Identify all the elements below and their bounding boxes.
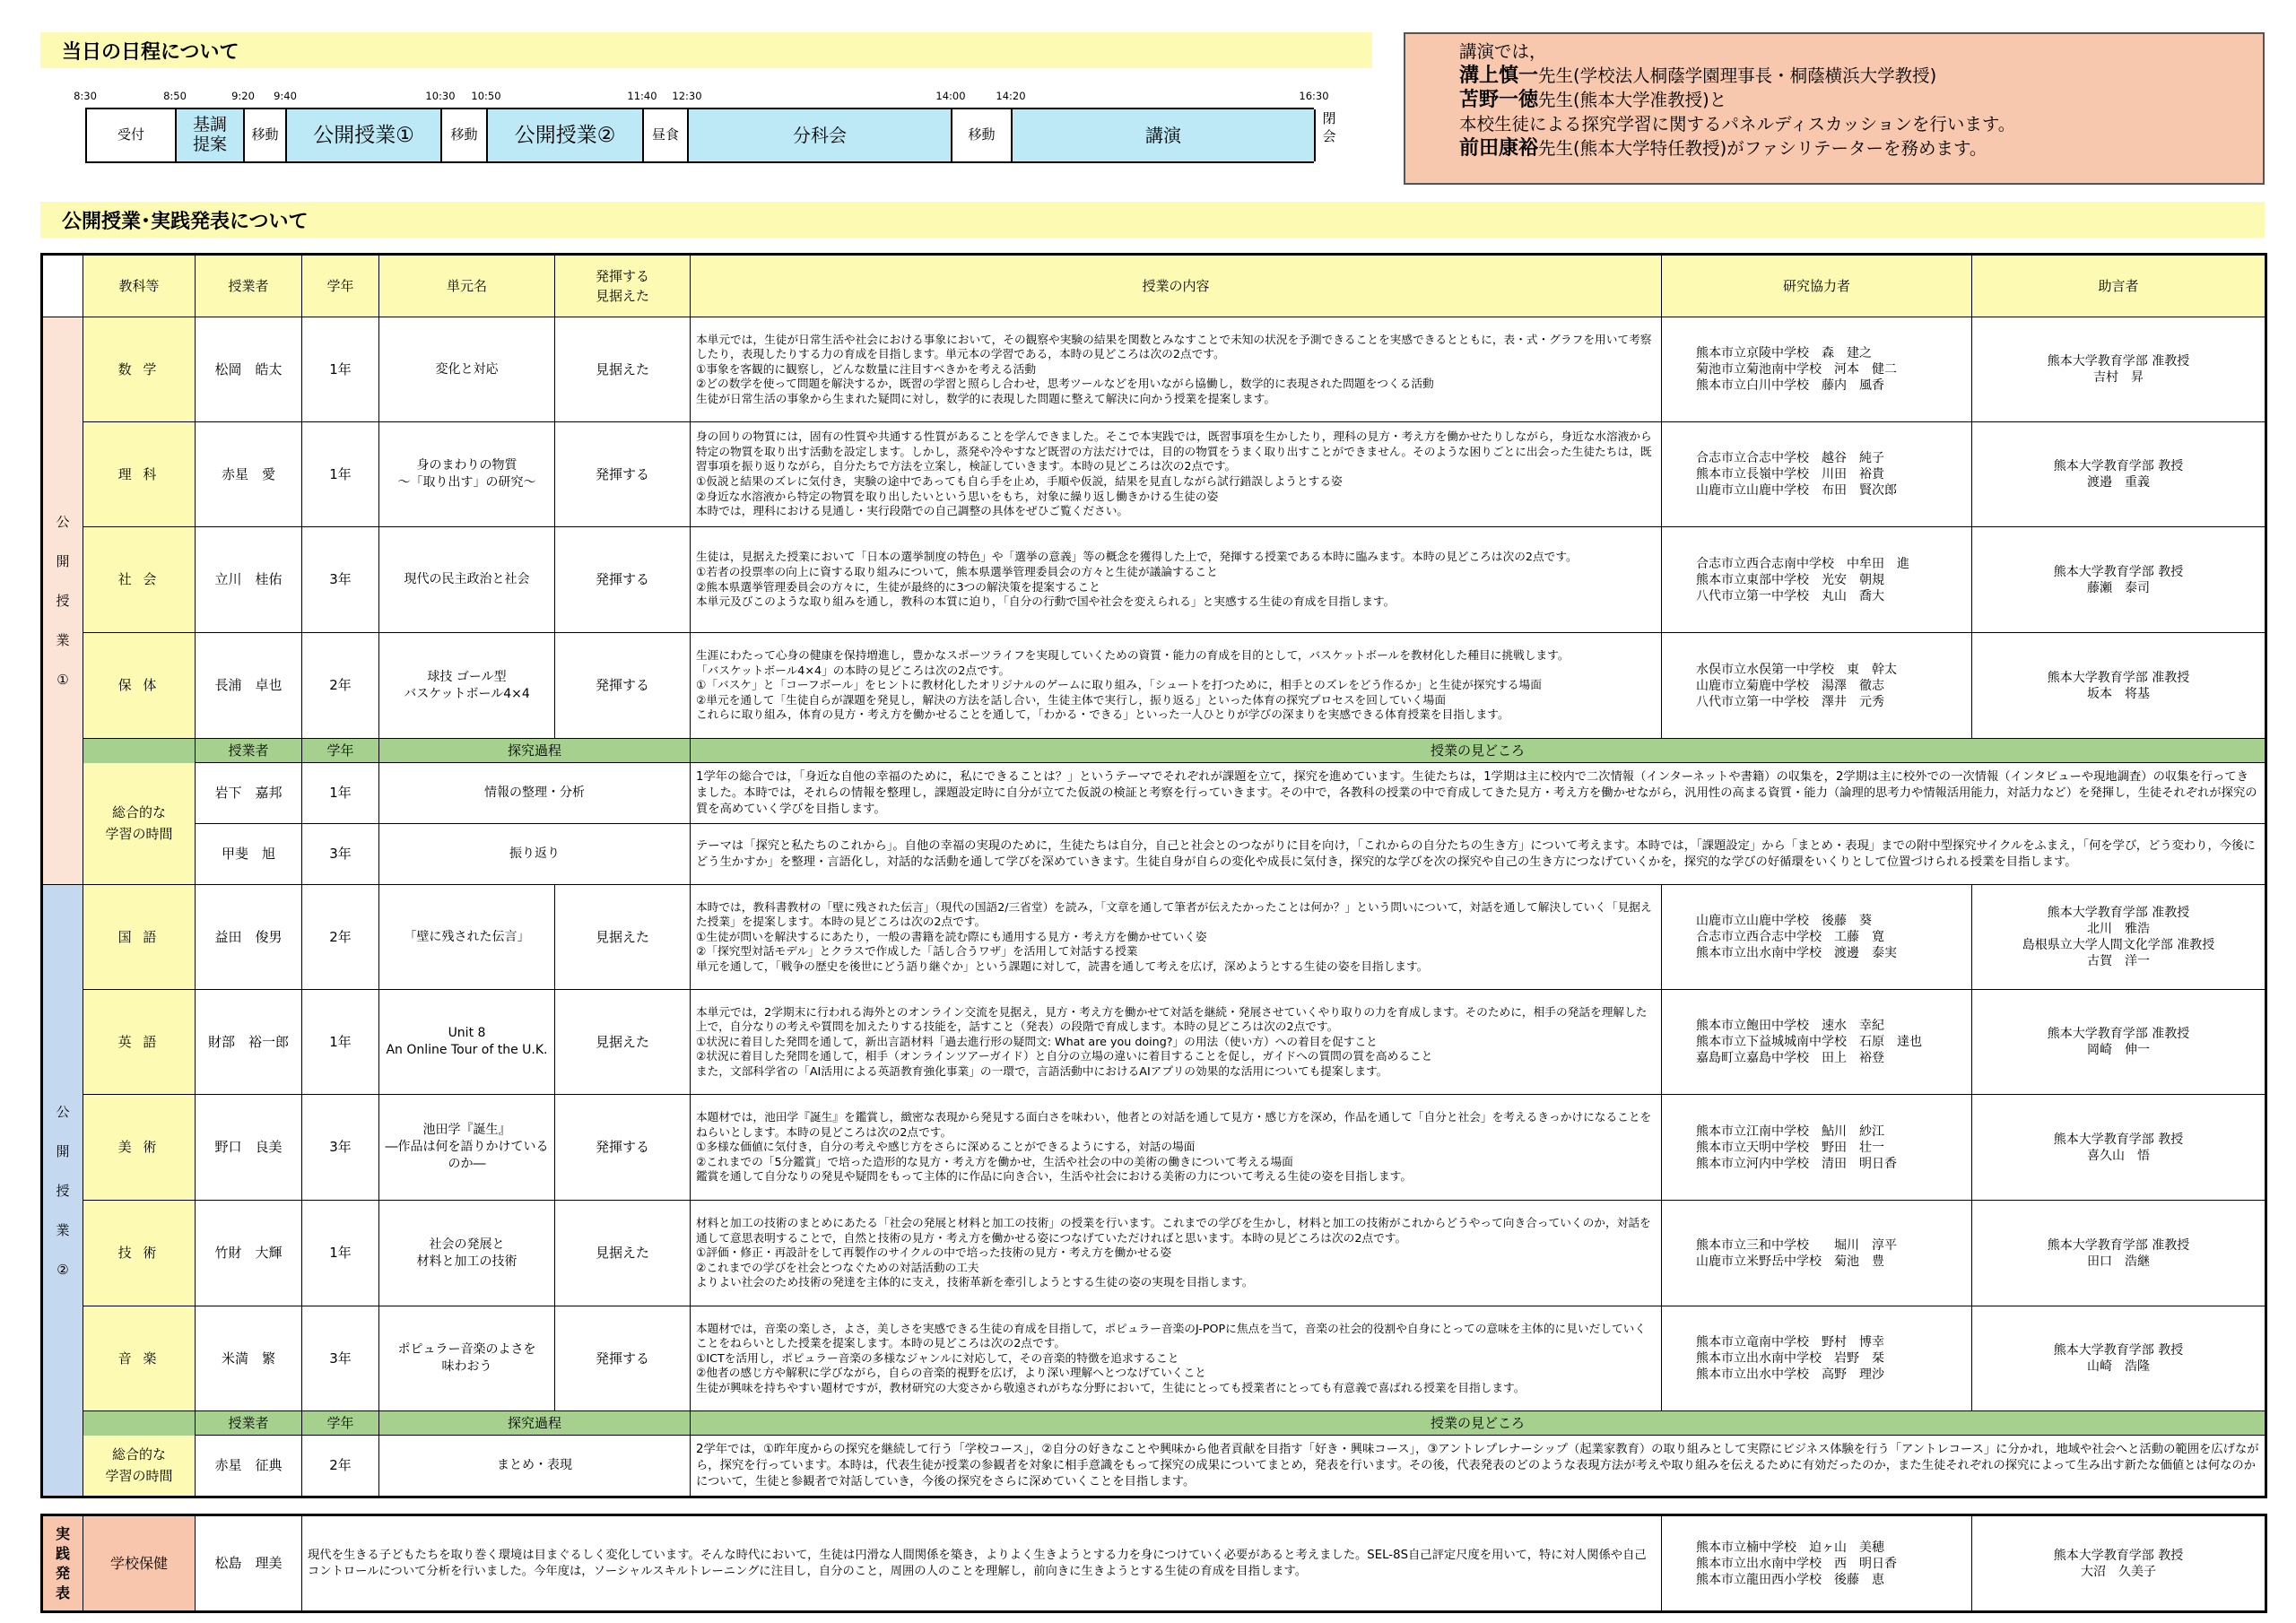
highlight-cell: テーマは「探究と私たちのこれから」。自他の幸福の実現のために，生徒たちは自分，自己と社会とのつながりに目を向け，「これからの自分たちの生き方」について考えます。本時では，「課題設定」から「まとめ・表現」までの附中型探究サイクルをふまえ，「何を学び，どう変わり，今後にどう生かすか」を整理・言語化し，対話的な活動を通して学びを深めていきます。生徒自身が自らの変化や成長に気付き，探究的な学びを次の探究や自己の生き方につなげていくかを，探究的な学びの好循環をいくりとして位置づけられる授業を目指します。 <box>691 824 2266 885</box>
speaker-affiliation: 先生(熊本大学特任教授)がファシリテーターを務めます。 <box>1538 138 1987 159</box>
inquiry-header-process: 探究過程 <box>379 1411 691 1436</box>
process-cell: 情報の整理・分析 <box>379 763 691 824</box>
teacher-cell: 財部 裕一郎 <box>196 990 302 1095</box>
table-row <box>42 527 2266 633</box>
schedule-title: 当日の日程について <box>62 40 239 64</box>
speaker-name: 苫野一徳 <box>1459 89 1539 111</box>
header-advisor: 助言者 <box>1972 255 2266 317</box>
lecture-intro: 講演では， <box>1459 41 1547 62</box>
grade-cell: 3年 <box>302 1095 379 1201</box>
schedule-heading <box>40 32 1372 68</box>
teacher-cell: 岩下 嘉邦 <box>196 763 302 824</box>
coop-cell: 合志市立西合志南中学校 中牟田 進 熊本市立東部中学校 光安 朝規 八代市立第一中学校 丸山 喬大 <box>1662 527 1972 633</box>
content-cell: 身の回りの物質には，固有の性質や共通する性質があることを学んできました。そこで本実践では，既習事項を生かしたり，理科の見方・考え方を働かせたりしながら，身近な水溶液から特定の物質を取り出す活動を設定します。しかし，蒸発や冷やすなど既習の方法だけでは，目的の物質をうまく取り出すことができません。そのような困りごとに出会った生徒たちは，既習事項を振り返りながら，自分たちで方法を立案し，検証していきます。本時の見どころは次の2点です。 ①仮説と結果のズレに気付き，実験の途中であっても自ら手を止め，手順や仮説，結果を見直しながら試行錯誤しようとする姿 ②身近な水溶液から特定の物質を取り出したいという思いをもち，対象に繰り返し働きかける生徒の姿 本時では，理科における見通し・実行段階での自己調整の具体をぜひご覧ください。 <box>691 422 1662 527</box>
teacher-cell: 甲斐 旭 <box>196 824 302 885</box>
time-label: 9:20 <box>231 90 255 102</box>
advisor-cell: 熊本大学教育学部 准教授 田口 浩継 <box>1972 1201 2266 1306</box>
teacher-cell: 赤星 愛 <box>196 422 302 527</box>
inquiry-header-teacher: 授業者 <box>196 739 302 763</box>
mode-cell: 見据えた <box>555 1201 691 1306</box>
mode-cell: 発揮する <box>555 1095 691 1201</box>
practice-table <box>40 1514 2267 1613</box>
lessons-heading <box>40 202 2265 238</box>
section-label-open-class-1: 公 開 授 業 ① <box>42 317 83 885</box>
lecture-line: 本校生徒による探究学習に関するパネルディスカッションを行います。 <box>1459 114 2016 135</box>
mode-cell: 見据えた <box>555 317 691 422</box>
advisor-cell: 熊本大学教育学部 准教授 吉村 昇 <box>1972 317 2266 422</box>
grade-cell: 3年 <box>302 527 379 633</box>
subject-cell: 英 語 <box>83 990 196 1095</box>
mode-cell: 発揮する <box>555 527 691 633</box>
coop-cell: 熊本市立京陵中学校 森 建之 菊池市立菊池南中学校 河本 健二 熊本市立白川中学校 藤内 風香 <box>1662 317 1972 422</box>
header-mode: 発揮する 見据えた <box>555 255 691 317</box>
lessons-title: 公開授業･実践発表について <box>62 210 309 233</box>
grade-cell: 1年 <box>302 990 379 1095</box>
inquiry-label: 総合的な 学習の時間 <box>83 1436 196 1497</box>
time-label: 14:00 <box>935 90 966 102</box>
time-label: 12:30 <box>672 90 702 102</box>
speaker-affiliation: 先生(熊本大学准教授)と <box>1538 90 1727 110</box>
header-teacher: 授業者 <box>196 255 302 317</box>
mode-cell: 発揮する <box>555 1306 691 1411</box>
segment-lecture: 講演 <box>1013 109 1316 161</box>
segment-move: 移動 <box>952 109 1013 161</box>
advisor-cell: 熊本大学教育学部 教授 大沼 久美子 <box>1972 1515 2266 1612</box>
table-row <box>42 990 2266 1095</box>
table-row <box>42 1095 2266 1201</box>
subject-cell: 技 術 <box>83 1201 196 1306</box>
segment-reception: 受付 <box>87 109 177 161</box>
grade-cell: 2年 <box>302 633 379 739</box>
grade-cell: 2年 <box>302 1436 379 1497</box>
time-label: 11:40 <box>627 90 657 102</box>
subject-cell: 美 術 <box>83 1095 196 1201</box>
section-label-open-class-2: 公 開 授 業 ② <box>42 885 83 1497</box>
table-row <box>42 1515 2266 1612</box>
header-grade: 学年 <box>302 255 379 317</box>
inquiry-header-grade: 学年 <box>302 1411 379 1436</box>
advisor-cell: 熊本大学教育学部 准教授 北川 雅浩 島根県立大学人間文化学部 准教授 古賀 洋一 <box>1972 885 2266 990</box>
coop-cell: 水俣市立水俣第一中学校 東 幹太 山鹿市立菊鹿中学校 湯澤 徹志 八代市立第一中学校 澤井 元秀 <box>1662 633 1972 739</box>
subject-cell: 国 語 <box>83 885 196 990</box>
inquiry-header-row <box>42 1411 2266 1436</box>
time-label: 9:40 <box>274 90 297 102</box>
table-row <box>42 763 2266 824</box>
table-row <box>42 1436 2266 1497</box>
lecture-notice <box>1404 32 2265 185</box>
subject-cell: 音 楽 <box>83 1306 196 1411</box>
section-label-practice: 実 践 発 表 <box>42 1515 83 1612</box>
table-row <box>42 422 2266 527</box>
teacher-cell: 松島 理美 <box>196 1515 302 1612</box>
table-row <box>42 885 2266 990</box>
grade-cell: 3年 <box>302 1306 379 1411</box>
content-cell: 本単元では，生徒が日常生活や社会における事象において，その観察や実験の結果を関数とみなすことで未知の状況を予測できることを実感できるとともに，表・式・グラフを用いて考察したり，表現したりする力の育成を目指します。単元本の学習である，本時の見どころは次の2点です。 ①事象を客観的に観察し，どんな数量に注目すべきかを考える活動 ②どの数学を使って問題を解決するか，既習の学習と照らし合わせ，思考ツールなどを用いながら協働し，数学的に表現された問題をつくる活動 生徒が日常生活の事象から生まれた疑問に対し，数学的に表現した問題に整えて解決に向かう授業を提案します。 <box>691 317 1662 422</box>
teacher-cell: 竹財 大輝 <box>196 1201 302 1306</box>
table-row <box>42 1201 2266 1306</box>
table-row <box>42 1306 2266 1411</box>
lessons-table <box>40 253 2267 1498</box>
segment-breakout: 分科会 <box>689 109 952 161</box>
header-unit: 単元名 <box>379 255 555 317</box>
content-cell: 生涯にわたって心身の健康を保持増進し，豊かなスポーツライフを実現していくための資質・能力の育成を目的として，バスケットボールを教材化した種目に挑戦します。 「バスケットボール4×4」の本時の見どころは次の2点です。 ①「バスケ」と「コーフボール」をヒントに教材化したオリジナルのゲームに取り組み，「シュートを打つために，相手とのズレをどう作るか」と生徒が探究する場面 ②単元を通して「生徒自らが課題を発見し，解決の方法を話し合い，生徒主体で実行し，振り返る」といった体育の探究プロセスを回していく場面 これらに取り組み，体育の見方・考え方を働かせることを通して，「わかる・できる」といった一人ひとりが学びの深まりを実感できる体育授業を目指します。 <box>691 633 1662 739</box>
coop-cell: 山鹿市立山鹿中学校 後藤 葵 合志市立西合志中学校 工藤 寛 熊本市立出水南中学校 渡邊 泰実 <box>1662 885 1972 990</box>
mode-cell: 見据えた <box>555 885 691 990</box>
table-header-row <box>42 255 2266 317</box>
segment-lunch: 昼食 <box>644 109 689 161</box>
unit-cell: 社会の発展と 材料と加工の技術 <box>379 1201 555 1306</box>
grade-cell: 1年 <box>302 1201 379 1306</box>
unit-cell: 「壁に残された伝言」 <box>379 885 555 990</box>
advisor-cell: 熊本大学教育学部 准教授 坂本 将基 <box>1972 633 2266 739</box>
segment-move: 移動 <box>442 109 488 161</box>
inquiry-header-row <box>42 739 2266 763</box>
schedule-bar <box>85 108 1314 163</box>
advisor-cell: 熊本大学教育学部 教授 喜久山 悟 <box>1972 1095 2266 1201</box>
advisor-cell: 熊本大学教育学部 教授 藤瀬 泰司 <box>1972 527 2266 633</box>
coop-cell: 熊本市立楠中学校 迫ヶ山 美穂 熊本市立出水南中学校 西 明日香 熊本市立龍田西小学校 後藤 恵 <box>1662 1515 1972 1612</box>
table-row <box>42 633 2266 739</box>
segment-move: 移動 <box>245 109 287 161</box>
unit-cell: 池田学『誕生』 ―作品は何を語りかけているのか― <box>379 1095 555 1201</box>
grade-cell: 2年 <box>302 885 379 990</box>
subject-cell: 理 科 <box>83 422 196 527</box>
subject-cell: 数 学 <box>83 317 196 422</box>
unit-cell: 身のまわりの物質 ～「取り出す」の研究～ <box>379 422 555 527</box>
advisor-cell: 熊本大学教育学部 准教授 岡崎 伸一 <box>1972 990 2266 1095</box>
time-label: 8:30 <box>74 90 97 102</box>
content-cell: 本題材では，音楽の楽しさ，よさ，美しさを実感できる生徒の育成を目指して，ポピュラー音楽のJ-POPに焦点を当て，音楽の社会的役割や自身にとっての意味を主体的に見いだしていくことをねらいとした授業を提案します。本時の見どころは次の2点です。 ①ICTを活用し，ポピュラー音楽の多様なジャンルに対応して，その音楽的特徴を追求すること ②他者の感じ方や解釈に学びながら，自らの音楽的視野を広げ，より深い理解へとつなげていくこと 生徒が興味を持ちやすい題材ですが，教材研究の大変さから敬遠されがちな分野において，生徒にとっても授業者にとっても有意義で喜ばれる授業を目指します。 <box>691 1306 1662 1411</box>
advisor-cell: 熊本大学教育学部 教授 渡邉 重義 <box>1972 422 2266 527</box>
grade-cell: 1年 <box>302 422 379 527</box>
time-label: 10:50 <box>471 90 501 102</box>
table-row <box>42 824 2266 885</box>
time-label: 8:50 <box>163 90 187 102</box>
teacher-cell: 松岡 皓太 <box>196 317 302 422</box>
mode-cell: 発揮する <box>555 422 691 527</box>
mode-cell: 見据えた <box>555 990 691 1095</box>
unit-cell: Unit 8 An Online Tour of the U.K. <box>379 990 555 1095</box>
header-coop: 研究協力者 <box>1662 255 1972 317</box>
content-cell: 本単元では，2学期末に行われる海外とのオンライン交流を見据え，見方・考え方を働かせて対話を継続・発展させていくやり取りの力を育成します。そのために，相手の発話を理解した上で，自分なりの考えや質問を加えたりする技能を，話すこと（発表）の段階で育成します。本時の見どころは次の2点です。 ①状況に着目した発問を通して，新出言語材料「過去進行形の疑問文: What are you doing?」の用法（使い方）への着目を促すこと ②状況に着目した発問を通して，相手（オンラインツアーガイド）と自分の立場の違いに着目することを促し，ガイドへの質問の質を高めること また，文部科学省の「AI活用による英語教育強化事業」の一環で，言語活動中におけるAIアプリの効果的な活用についても提案します。 <box>691 990 1662 1095</box>
inquiry-header-highlight: 授業の見どころ <box>691 1411 2266 1436</box>
segment-closing: 閉 会 <box>1322 110 1336 144</box>
process-cell: まとめ・表現 <box>379 1436 691 1497</box>
subject-cell: 保 体 <box>83 633 196 739</box>
coop-cell: 熊本市立三和中学校 堀川 淳平 山鹿市立米野岳中学校 菊池 豊 <box>1662 1201 1972 1306</box>
coop-cell: 合志市立合志中学校 越谷 純子 熊本市立長嶺中学校 川田 裕貴 山鹿市立山鹿中学校 布田 賢次郎 <box>1662 422 1972 527</box>
coop-cell: 熊本市立江南中学校 鮎川 紗江 熊本市立天明中学校 野田 壮一 熊本市立河内中学校 清田 明日香 <box>1662 1095 1972 1201</box>
speaker-name: 溝上慎一 <box>1459 65 1539 87</box>
teacher-cell: 米満 繁 <box>196 1306 302 1411</box>
content-cell: 本時では，教科書教材の「壁に残された伝言」（現代の国語2/三省堂）を読み，「文章を通して筆者が伝えたかったことは何か？」という問いについて，対話を通して解決していく「見据えた授業」を提案します。本時の見どころは次の2点です。 ①生徒が問いを解決するにあたり，一般の書籍を読む際にも通用する見方・考え方を働かせていく姿 ②「探究型対話モデル」とクラスで作成した「話し合うワザ」を活用して対話する授業 単元を通して，「戦争の歴史を後世にどう語り継ぐか」という課題に対して，読書を通して考えを広げ，深めようとする生徒の姿を目指します。 <box>691 885 1662 990</box>
subject-cell: 学校保健 <box>83 1515 196 1612</box>
teacher-cell: 赤星 征典 <box>196 1436 302 1497</box>
teacher-cell: 長浦 卓也 <box>196 633 302 739</box>
segment-keynote: 基調 提案 <box>177 109 245 161</box>
content-cell: 本題材では，池田学『誕生』を鑑賞し，緻密な表現から発見する面白さを味わい，他者との対話を通して見方・感じ方を深め，作品を通して「自分と社会」を考えるきっかけになることをねらいとします。本時の見どころは次の2点です。 ①多様な価値に気付き，自分の考えや感じ方をさらに深めることができるようにする，対話の場面 ②これまでの「5分鑑賞」で培った造形的な見方・考え方を働かせ，生活や社会の中の美術の働きについて考える場面 鑑賞を通して自分なりの発見や疑問をもって主体的に作品に向き合い，生活や社会における美術の力について考える生徒の姿を目指します。 <box>691 1095 1662 1201</box>
segment-open-class-2: 公開授業② <box>488 109 644 161</box>
inquiry-label: 総合的な 学習の時間 <box>83 763 196 885</box>
advisor-cell: 熊本大学教育学部 教授 山崎 浩隆 <box>1972 1306 2266 1411</box>
coop-cell: 熊本市立竜南中学校 野村 博幸 熊本市立出水南中学校 岩野 栞 熊本市立出水中学校 高野 理沙 <box>1662 1306 1972 1411</box>
mode-cell: 発揮する <box>555 633 691 739</box>
unit-cell: 球技 ゴール型 バスケットボール4×4 <box>379 633 555 739</box>
unit-cell: 変化と対応 <box>379 317 555 422</box>
highlight-cell: 1学年の総合では，「身近な自他の幸福のために，私にできることは？」というテーマでそれぞれが課題を立て，探究を進めています。生徒たちは，1学期は主に校内で二次情報（インターネットや書籍）の収集を，2学期は主に校外での一次情報（インタビューや現地調査）の収集を行ってきました。本時では，それらの情報を整理し，課題設定時に自分が立てた仮説の検証と考察を行っていきます。その中で，各教科の授業の中で育成してきた見方・考え方を働かせながら，汎用性の高まる資質・能力（論理的思考力や情報活用能力，対話力など）を発揮し，生徒それぞれが探究の質を高めていく学びを目指します。 <box>691 763 2266 824</box>
content-cell: 材料と加工の技術のまとめにあたる「社会の発展と材料と加工の技術」の授業を行います。これまでの学びを生かし，材料と加工の技術がこれからどうやって向き合っていくのか，対話を通して意思表明することで，自然と技術の見方・考え方を働かせる姿につなげていただければと思います。本時の見どころは次の2点です。 ①評価・修正・再設計をして再製作のサイクルの中で培った技術の見方・考え方を働かせる姿 ②これまでの学びを社会とつなぐための対話活動の工夫 よりよい社会のため技術の発達を主体的に支え，技術革新を牽引しようとする生徒の姿の実現を目指します。 <box>691 1201 1662 1306</box>
grade-cell: 1年 <box>302 763 379 824</box>
header-content: 授業の内容 <box>691 255 1662 317</box>
highlight-cell: 2学年では，①昨年度からの探究を継続して行う「学校コース」，②自分の好きなことや興味から他者貢献を目指す「好き・興味コース」，③アントレプレナーシップ（起業家教育）の取り組みとして実際にビジネス体験を行う「アントレコース」に分かれ，地域や社会へと活動の範囲を広げながら，探究を行っています。本時は，代表生徒が授業の参観者を対象に相手意識をもって探究の成果についてまとめ，発表を行います。その後，代表発表のどのような表現方法が考えや取り組みを伝えるために有効だったのか，また生徒それぞれの探究によって生み出す新たな価値とは何なのかについて，生徒と参観者で対話していき，今後の探究をさらに深めていくことを目指します。 <box>691 1436 2266 1497</box>
inquiry-header-grade: 学年 <box>302 739 379 763</box>
header-subject: 教科等 <box>83 255 196 317</box>
inquiry-header-highlight: 授業の見どころ <box>691 739 2266 763</box>
speaker-name: 前田康裕 <box>1459 137 1539 160</box>
coop-cell: 熊本市立飽田中学校 速水 幸紀 熊本市立下益城城南中学校 石原 達也 嘉島町立嘉島中学校 田上 裕登 <box>1662 990 1972 1095</box>
time-label: 10:30 <box>425 90 456 102</box>
teacher-cell: 立川 桂佑 <box>196 527 302 633</box>
schedule-times <box>0 90 1345 108</box>
content-cell: 現代を生きる子どもたちを取り巻く環境は目まぐるしく変化しています。そんな時代において，生徒は円滑な人間関係を築き，よりよく生きようとする力を身につけていく必要があると考えました。SEL-8S自己評定尺度を用いて，特に対人関係や自己コントロールについて分析を行いました。今年度は，ソーシャルスキルトレーニングに注目し，自分のこと，周囲の人のことを理解し，前向きに生きようとする生徒の育成を目指します。 <box>302 1515 1662 1612</box>
time-label: 14:20 <box>996 90 1026 102</box>
grade-cell: 1年 <box>302 317 379 422</box>
teacher-cell: 益田 俊男 <box>196 885 302 990</box>
teacher-cell: 野口 良美 <box>196 1095 302 1201</box>
inquiry-header-teacher: 授業者 <box>196 1411 302 1436</box>
grade-cell: 3年 <box>302 824 379 885</box>
unit-cell: 現代の民主政治と社会 <box>379 527 555 633</box>
inquiry-header-process: 探究過程 <box>379 739 691 763</box>
segment-open-class-1: 公開授業① <box>287 109 442 161</box>
unit-cell: ポピュラー音楽のよさを 味わおう <box>379 1306 555 1411</box>
speaker-affiliation: 先生(学校法人桐蔭学園理事長・桐蔭横浜大学教授) <box>1538 65 1937 86</box>
content-cell: 生徒は，見据えた授業において「日本の選挙制度の特色」や「選挙の意義」等の概念を獲得した上で，発揮する授業である本時に臨みます。本時の見どころは次の2点です。 ①若者の投票率の向上に資する取り組みについて，熊本県選挙管理委員会の方々と生徒が議論すること ②熊本県選挙管理委員会の方々に，生徒が最終的に3つの解決策を提案すること 本単元及びこのような取り組みを通し，教科の本質に迫り，「自分の行動で国や社会を変えられる」と実感する生徒の育成を目指します。 <box>691 527 1662 633</box>
process-cell: 振り返り <box>379 824 691 885</box>
time-label: 16:30 <box>1299 90 1329 102</box>
subject-cell: 社 会 <box>83 527 196 633</box>
table-row <box>42 317 2266 422</box>
